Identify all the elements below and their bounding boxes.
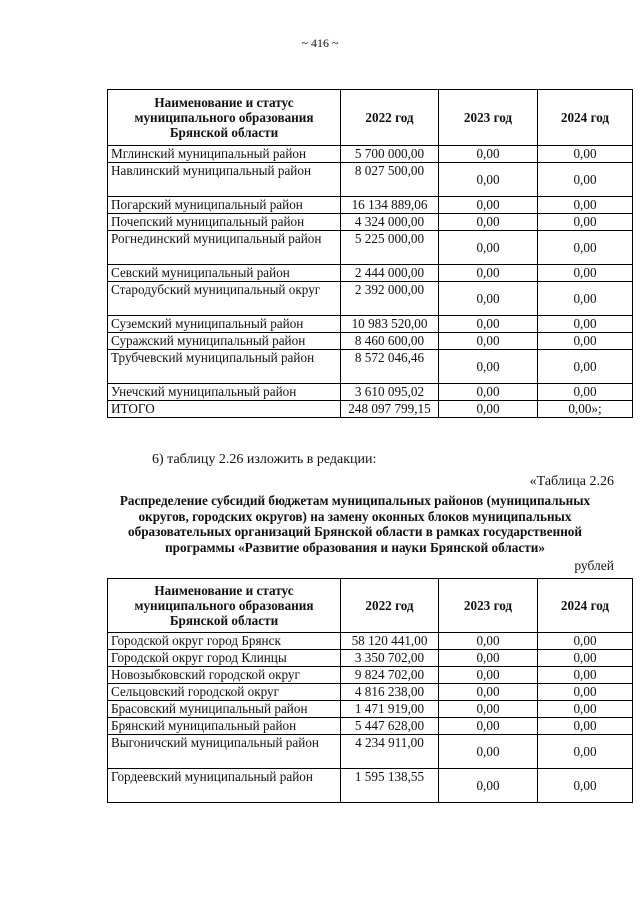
value-2024-cell: 0,00 [538, 701, 633, 718]
table-row [108, 650, 633, 667]
municipality-cell: Почепский муниципальный район [108, 214, 341, 231]
value-2024-cell: 0,00 [538, 231, 633, 265]
value-2024-cell: 0,00 [538, 163, 633, 197]
value-2023-cell: 0,00 [439, 684, 538, 701]
table-heading: Распределение субсидий бюджетам муниципальных районов (муниципальных округов, городских округов) на замену оконных блоков муниципальных образовательных организаций Брянской области в рамках государственной программы «Развитие образования и науки Брянской области» [119, 493, 591, 555]
header-2024: 2024 год [538, 579, 633, 633]
table-row [108, 333, 633, 350]
value-2023-cell: 0,00 [439, 667, 538, 684]
value-2024-cell: 0,00 [538, 667, 633, 684]
header-2022: 2022 год [341, 579, 439, 633]
header-municipality: Наименование и статус муниципального образования Брянской области [108, 579, 341, 633]
header-2023: 2023 год [439, 90, 538, 146]
municipality-cell: Суземский муниципальный район [108, 316, 341, 333]
table-row [108, 384, 633, 401]
table-row [108, 633, 633, 650]
value-2022-cell: 3 610 095,02 [341, 384, 439, 401]
table-row [108, 667, 633, 684]
value-2022-cell: 8 027 500,00 [341, 163, 439, 197]
table-row [108, 197, 633, 214]
value-2022-cell: 5 225 000,00 [341, 231, 439, 265]
value-2024-cell: 0,00 [538, 214, 633, 231]
municipality-cell: Севский муниципальный район [108, 265, 341, 282]
table-row [108, 350, 633, 384]
unit-label: рублей [574, 558, 614, 573]
value-2022-cell: 8 460 600,00 [341, 333, 439, 350]
table-row [108, 769, 633, 803]
municipality-cell: Стародубский муниципальный округ [108, 282, 341, 316]
value-2022-cell: 3 350 702,00 [341, 650, 439, 667]
table-row [108, 684, 633, 701]
table-body [108, 146, 633, 418]
table-body [108, 633, 633, 803]
value-2023-cell: 0,00 [439, 350, 538, 384]
value-2024-cell: 0,00 [538, 718, 633, 735]
value-2024-cell: 0,00 [538, 316, 633, 333]
value-2024-cell: 0,00 [538, 650, 633, 667]
amendment-paragraph: 6) таблицу 2.26 изложить в редакции: [152, 452, 377, 467]
value-2024-cell: 0,00 [538, 197, 633, 214]
value-2022-cell: 5 700 000,00 [341, 146, 439, 163]
header-2024: 2024 год [538, 90, 633, 146]
value-2022-cell: 4 816 238,00 [341, 684, 439, 701]
value-2023-cell: 0,00 [439, 146, 538, 163]
value-2024-cell: 0,00 [538, 384, 633, 401]
municipality-cell: Трубчевский муниципальный район [108, 350, 341, 384]
value-2022-cell: 1 595 138,55 [341, 769, 439, 803]
municipality-cell: Навлинский муниципальный район [108, 163, 341, 197]
value-2022-cell: 248 097 799,15 [341, 401, 439, 418]
table-row [108, 231, 633, 265]
value-2022-cell: 4 234 911,00 [341, 735, 439, 769]
value-2024-cell: 0,00»; [538, 401, 633, 418]
value-2022-cell: 16 134 889,06 [341, 197, 439, 214]
value-2022-cell: 8 572 046,46 [341, 350, 439, 384]
value-2024-cell: 0,00 [538, 735, 633, 769]
municipality-cell: Сельцовский городской округ [108, 684, 341, 701]
table-label: «Таблица 2.26 [529, 474, 614, 489]
value-2022-cell: 1 471 919,00 [341, 701, 439, 718]
value-2023-cell: 0,00 [439, 214, 538, 231]
header-2023: 2023 год [439, 579, 538, 633]
value-2024-cell: 0,00 [538, 350, 633, 384]
municipality-cell: Брасовский муниципальный район [108, 701, 341, 718]
value-2023-cell: 0,00 [439, 401, 538, 418]
municipality-cell: Городской округ город Брянск [108, 633, 341, 650]
table-row [108, 214, 633, 231]
value-2023-cell: 0,00 [439, 231, 538, 265]
value-2023-cell: 0,00 [439, 650, 538, 667]
page-number: ~ 416 ~ [301, 36, 339, 50]
municipality-cell: Рогнединский муниципальный район [108, 231, 341, 265]
value-2023-cell: 0,00 [439, 333, 538, 350]
value-2023-cell: 0,00 [439, 265, 538, 282]
table-row [108, 282, 633, 316]
table-header-row [108, 579, 633, 633]
table-row [108, 316, 633, 333]
value-2023-cell: 0,00 [439, 316, 538, 333]
value-2023-cell: 0,00 [439, 197, 538, 214]
value-2022-cell: 10 983 520,00 [341, 316, 439, 333]
value-2023-cell: 0,00 [439, 384, 538, 401]
municipality-cell: Суражский муниципальный район [108, 333, 341, 350]
value-2022-cell: 58 120 441,00 [341, 633, 439, 650]
value-2024-cell: 0,00 [538, 769, 633, 803]
table-row [108, 735, 633, 769]
value-2022-cell: 5 447 628,00 [341, 718, 439, 735]
value-2022-cell: 9 824 702,00 [341, 667, 439, 684]
value-2022-cell: 2 392 000,00 [341, 282, 439, 316]
municipality-cell: Мглинский муниципальный район [108, 146, 341, 163]
value-2023-cell: 0,00 [439, 282, 538, 316]
table-row [108, 146, 633, 163]
value-2023-cell: 0,00 [439, 769, 538, 803]
subsidy-table-1 [107, 89, 633, 418]
value-2024-cell: 0,00 [538, 633, 633, 650]
value-2023-cell: 0,00 [439, 163, 538, 197]
table-row [108, 701, 633, 718]
municipality-cell: Городской округ город Клинцы [108, 650, 341, 667]
value-2024-cell: 0,00 [538, 146, 633, 163]
value-2022-cell: 2 444 000,00 [341, 265, 439, 282]
municipality-cell: Брянский муниципальный район [108, 718, 341, 735]
value-2023-cell: 0,00 [439, 701, 538, 718]
header-municipality: Наименование и статус муниципального образования Брянской области [108, 90, 341, 146]
header-2022: 2022 год [341, 90, 439, 146]
municipality-cell: Унечский муниципальный район [108, 384, 341, 401]
municipality-cell: Новозыбковский городской округ [108, 667, 341, 684]
municipality-cell: Гордеевский муниципальный район [108, 769, 341, 803]
table-row [108, 401, 633, 418]
value-2024-cell: 0,00 [538, 684, 633, 701]
value-2024-cell: 0,00 [538, 265, 633, 282]
municipality-cell: Погарский муниципальный район [108, 197, 341, 214]
table-header-row [108, 90, 633, 146]
table-row [108, 265, 633, 282]
subsidy-table-2 [107, 578, 633, 803]
municipality-cell: ИТОГО [108, 401, 341, 418]
value-2024-cell: 0,00 [538, 333, 633, 350]
municipality-cell: Выгоничский муниципальный район [108, 735, 341, 769]
value-2023-cell: 0,00 [439, 735, 538, 769]
value-2022-cell: 4 324 000,00 [341, 214, 439, 231]
table-row [108, 163, 633, 197]
value-2023-cell: 0,00 [439, 718, 538, 735]
value-2024-cell: 0,00 [538, 282, 633, 316]
table-row [108, 718, 633, 735]
value-2023-cell: 0,00 [439, 633, 538, 650]
